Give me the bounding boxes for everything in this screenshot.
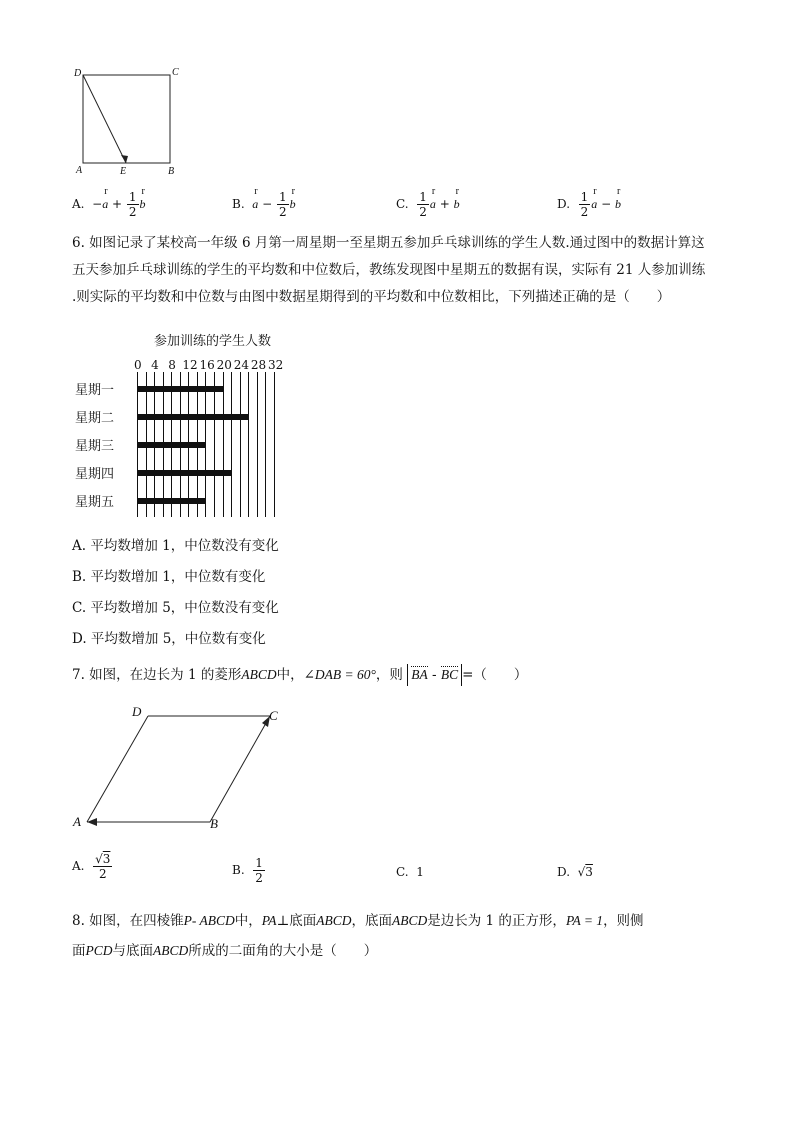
training-bar-chart (70, 330, 330, 525)
vector-a: r a (102, 196, 108, 212)
grid-line (205, 372, 206, 517)
label-D: D (74, 68, 82, 79)
square-figure (72, 66, 182, 178)
q6-line-3: .则实际的平均数和中位数与由图中数据星期得到的平均数和中位数相比，下列描述正确的是（ ） (72, 289, 671, 305)
vector-b: r b (454, 196, 460, 212)
vector-ba: BA (411, 667, 428, 682)
q7-stem: 7. 如图，在边长为 1 的菱形ABCD中，∠DAB = 60°，则 BA - BC =（ ） (72, 664, 527, 686)
q5-option-b[interactable]: B. r a − $\frac{1}{2}$ r b (232, 190, 296, 219)
category-label: 星期四 (75, 467, 115, 482)
bar (137, 470, 231, 476)
label-D: D (132, 704, 142, 719)
vector-b: r b (140, 196, 146, 212)
option-letter: B. (232, 197, 245, 211)
grid-line (214, 372, 215, 517)
label-C: C (172, 67, 179, 78)
tick-label: 12 (182, 358, 198, 372)
q8-stem (72, 906, 644, 966)
square-figure-svg (72, 66, 182, 178)
rhombus-figure (70, 704, 290, 834)
tick-label: 20 (216, 358, 232, 372)
q5-option-d[interactable]: D. $\frac{1}{2}$ r a − r b (557, 190, 621, 219)
vector-bc: BC (440, 667, 459, 682)
grid-line (240, 372, 241, 517)
q6-choice-c[interactable]: C. 平均数增加 5，中位数没有变化 (72, 600, 279, 616)
grid-line (248, 372, 249, 517)
tick-label: 28 (250, 358, 267, 372)
category-label: 星期二 (75, 411, 115, 426)
rhombus-figure-svg (70, 704, 290, 834)
q6-line-2: 五天参加乒乓球训练的学生的平均数和中位数后，教练发现图中星期五的数据有误，实际有 21 人参加训练 (72, 262, 706, 278)
q7-option-b[interactable]: B. $\frac{1}{2}$ (232, 856, 263, 885)
tick-label: 8 (168, 358, 176, 372)
option-letter: C. (396, 197, 409, 211)
label-B: B (168, 166, 175, 177)
bar (137, 442, 205, 448)
q6-line-1: 6. 如图记录了某校高一年级 6 月第一周星期一至星期五参加乒乓球训练的学生人数.通过图中的数据计算这 (72, 235, 705, 251)
tick-label: 32 (267, 358, 284, 372)
chart-title: 参加训练的学生人数 (154, 334, 272, 349)
label-C: C (269, 708, 278, 723)
fraction: $\frac{1}{2}$ (255, 856, 263, 885)
category-label: 星期三 (75, 439, 115, 454)
q8-line-2: 面PCD与底面ABCD所成的二面角的大小是（ ） (72, 943, 378, 959)
q6-choice-d[interactable]: D. 平均数增加 5，中位数有变化 (72, 631, 266, 647)
q7-option-d[interactable]: D. √3 (557, 865, 593, 879)
q5-option-c[interactable]: C. $\frac{1}{2}$ r a + r b (396, 190, 460, 219)
q7-option-c[interactable]: C. 1 (396, 865, 424, 879)
bar (137, 498, 205, 504)
q7-option-a[interactable]: A. $\frac{√3}{2}$ (72, 852, 111, 881)
bar (137, 386, 223, 392)
q8-line-1: 8. 如图，在四棱锥P- ABCD中，PA⊥底面ABCD，底面ABCD是边长为 1 的正方形，PA = 1，则侧 (72, 913, 644, 929)
q5-option-a[interactable]: A. −r a + $\frac{1}{2}$ r b (72, 190, 146, 219)
vector-a: r a (591, 196, 597, 212)
q6-stem (72, 230, 732, 311)
fraction: $\frac{1}{2}$ (419, 190, 427, 219)
fraction: $\frac{√3}{2}$ (95, 852, 111, 881)
norm-expression: BA - BC (407, 664, 462, 686)
fraction: $\frac{1}{2}$ (279, 190, 287, 219)
grid-line (265, 372, 266, 517)
q6-choice-b[interactable]: B. 平均数增加 1，中位数有变化 (72, 569, 266, 585)
fraction: $\frac{1}{2}$ (128, 190, 137, 219)
grid-line (257, 372, 258, 517)
bar (137, 414, 248, 420)
grid-line (223, 372, 224, 517)
tick-label: 24 (233, 358, 249, 372)
vector-a: r a (430, 196, 436, 212)
category-label: 星期五 (75, 495, 115, 510)
tick-label: 4 (151, 358, 159, 372)
vector-b: r b (615, 196, 621, 212)
option-letter: A. (72, 197, 85, 211)
vector-b: r b (290, 196, 296, 212)
label-A: A (76, 165, 83, 176)
label-E: E (120, 166, 127, 177)
tick-label: 0 (134, 358, 142, 372)
fraction: $\frac{1}{2}$ (580, 190, 589, 219)
category-label: 星期一 (75, 383, 115, 398)
grid-line (274, 372, 275, 517)
vector-a: r a (252, 196, 258, 212)
q6-choice-a[interactable]: A. 平均数增加 1，中位数没有变化 (72, 538, 279, 554)
option-letter: D. (557, 197, 571, 211)
grid-line (231, 372, 232, 517)
tick-label: 16 (199, 358, 215, 372)
label-A: A (73, 814, 81, 829)
label-B: B (210, 816, 218, 831)
